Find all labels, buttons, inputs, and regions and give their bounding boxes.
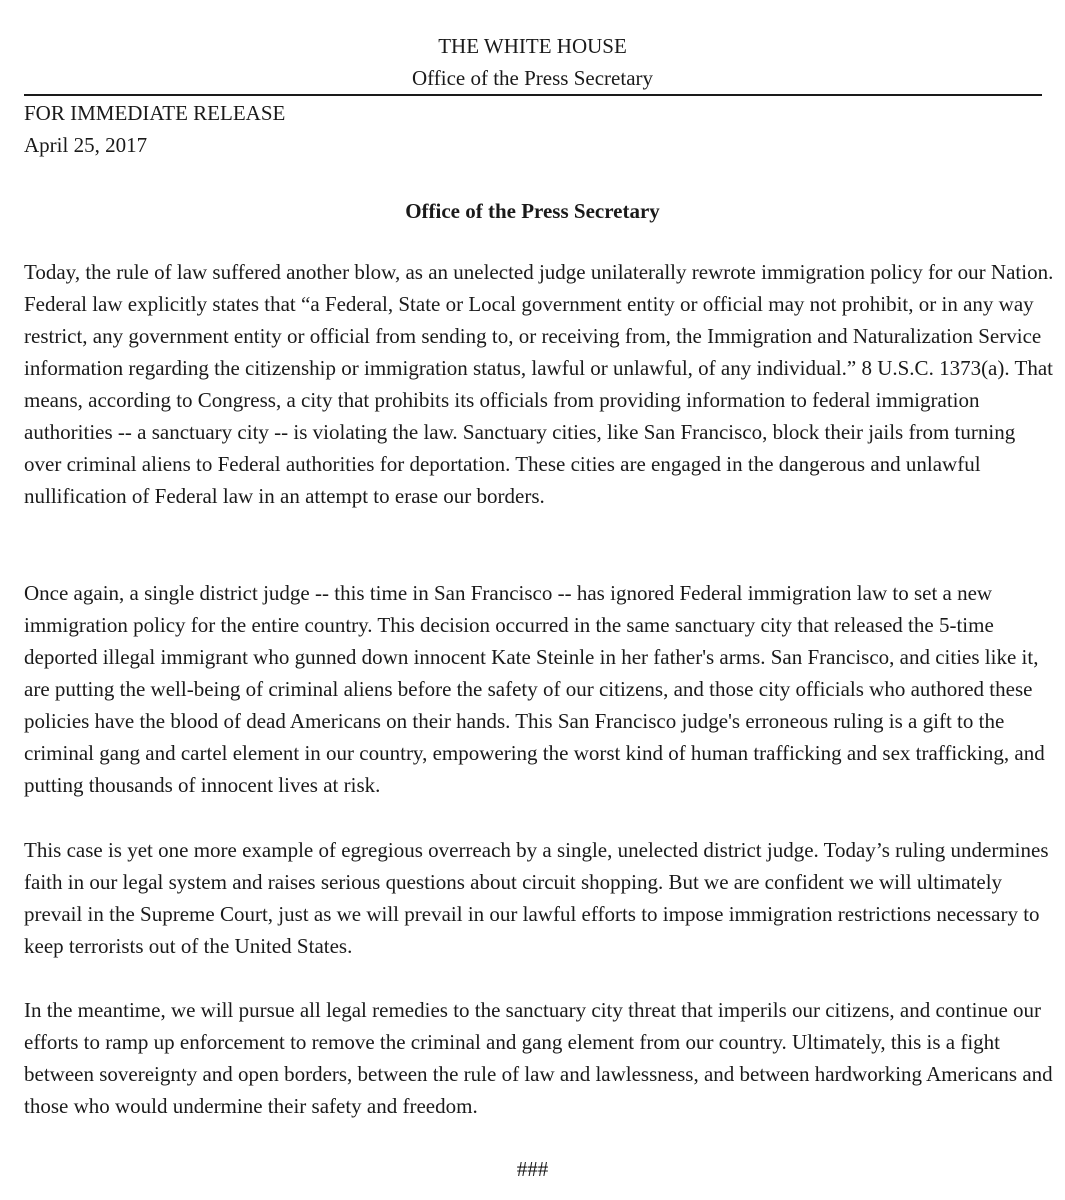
letterhead xyxy=(0,30,1065,94)
paragraph-text: Once again, a single district judge -- this time in San Francisco -- has ignored Federal immigration law to set a new immigration policy for the entire country. This decision occurred in the same sanctuary city that released the 5-time deported illegal immigrant who gunned down innocent Kate Steinle in her father's arms. San Francisco, and cities like it, are putting the well-being of criminal aliens before the safety of our citizens, and those city officials who authored these policies have the blood of dead Americans on their hands. This San Francisco judge's erroneous ruling is a gift to the criminal gang and cartel element in our country, empowering the worst kind of human trafficking and sex trafficking, and putting thousands of innocent lives at risk. xyxy=(24,581,1045,797)
release-date: April 25, 2017 xyxy=(24,133,148,157)
paragraph-text: In the meantime, we will pursue all legal remedies to the sanctuary city threat that imperils our citizens, and continue our efforts to ramp up enforcement to remove the criminal and gang element from our country. Ultimately, this is a fight between sovereignty and open borders, between the rule of law and lawlessness, and between hardworking Americans and those who would undermine their safety and freedom. xyxy=(24,998,1053,1118)
organization-name: THE WHITE HOUSE xyxy=(438,34,627,58)
statement-paragraph-2 xyxy=(24,577,1054,801)
end-of-release-mark: ### xyxy=(516,1157,549,1181)
section-heading: Office of the Press Secretary xyxy=(405,199,660,223)
statement-paragraph-3 xyxy=(24,834,1054,962)
statement-paragraph-1 xyxy=(24,256,1054,512)
statement-paragraph-4 xyxy=(24,994,1054,1122)
release-label: FOR IMMEDIATE RELEASE xyxy=(24,101,286,125)
paragraph-text: Today, the rule of law suffered another blow, as an unelected judge unilaterally rewrote immigration policy for our Nation. Federal law explicitly states that “a Federal, State or Local government entity or official may not prohibit, or in any way restrict, any government entity or official from sending to, or receiving from, the Immigration and Naturalization Service information regarding the citizenship or immigration status, lawful or unlawful, of any individual.” 8 U.S.C. 1373(a). That means, according to Congress, a city that prohibits its officials from providing information to federal immigration authorities -- a sanctuary city -- is violating the law. Sanctuary cities, like San Francisco, block their jails from turning over criminal aliens to Federal authorities for deportation. These cities are engaged in the dangerous and unlawful nullification of Federal law in an attempt to erase our borders. xyxy=(24,260,1054,508)
office-name: Office of the Press Secretary xyxy=(411,66,654,90)
release-info xyxy=(24,97,285,161)
header-divider xyxy=(24,94,1042,96)
paragraph-text: This case is yet one more example of egregious overreach by a single, unelected district judge. Today’s ruling undermines faith in our legal system and raises serious questions about circuit shopping. But we are confident we will ultimately prevail in the Supreme Court, just as we will prevail in our lawful efforts to impose immigration restrictions necessary to keep terrorists out of the United States. xyxy=(24,838,1049,958)
